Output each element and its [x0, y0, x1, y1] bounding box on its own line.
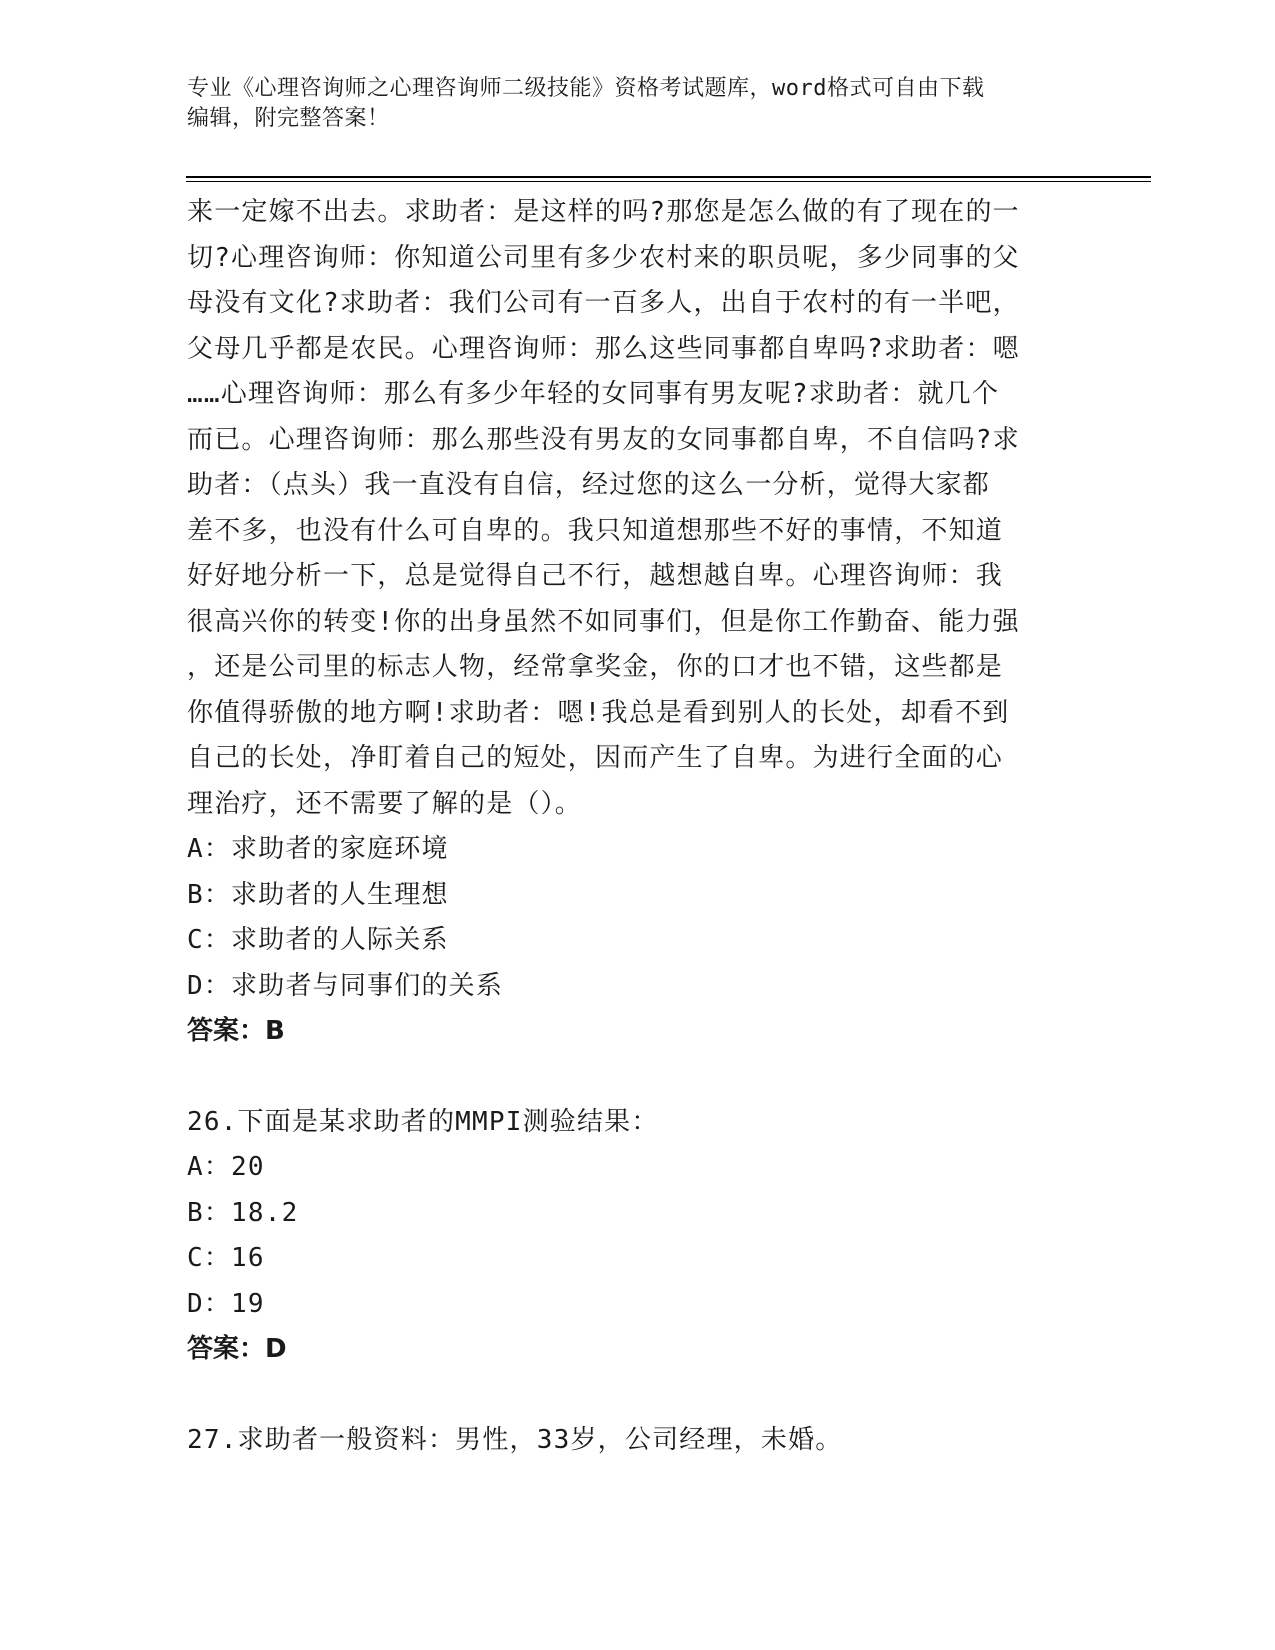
q25-option-d: D：求助者与同事们的关系	[187, 970, 504, 1001]
document-body	[187, 190, 1087, 1463]
question-gap	[187, 1373, 1087, 1418]
q25-line: 而已。心理咨询师：那么那些没有男友的女同事都自卑，不自信吗?求	[187, 424, 1020, 455]
header-divider-thin	[186, 181, 1151, 182]
q25-line: 自己的长处，净盯着自己的短处，因而产生了自卑。为进行全面的心	[187, 743, 1004, 773]
q26-option-a: A：20	[187, 1152, 265, 1182]
question-25-stem	[187, 190, 1087, 827]
q25-option-b: B：求助者的人生理想	[187, 879, 449, 910]
q26-option-d: D：19	[187, 1288, 265, 1319]
q25-answer: 答案：B	[187, 1016, 285, 1046]
q26-answer: 答案：D	[187, 1334, 287, 1364]
header-line-1: 专业《心理咨询师之心理咨询师二级技能》资格考试题库，word格式可自由下载	[187, 76, 985, 101]
q25-line: 理治疗，还不需要了解的是（）。	[187, 788, 583, 819]
page-header	[187, 74, 1067, 134]
header-divider-thick	[186, 176, 1151, 178]
q25-line: 差不多，也没有什么可自卑的。我只知道想那些不好的事情，不知道	[187, 515, 1004, 546]
q26-option-b: B：18.2	[187, 1197, 299, 1228]
question-gap	[187, 1055, 1087, 1100]
q25-line: 好好地分析一下，总是觉得自己不行，越想越自卑。心理咨询师：我	[187, 561, 1004, 591]
q25-line: 来一定嫁不出去。求助者：是这样的吗?那您是怎么做的有了现在的一	[187, 197, 1020, 227]
q25-line: 助者：（点头）我一直没有自信，经过您的这么一分析，觉得大家都	[187, 470, 991, 500]
question-26-stem: 26.下面是某求助者的MMPI测验结果：	[187, 1106, 659, 1137]
q25-line: 切?心理咨询师：你知道公司里有多少农村来的职员呢，多少同事的父	[187, 242, 1020, 273]
q25-line: 母没有文化?求助者：我们公司有一百多人，出自于农村的有一半吧，	[187, 288, 1020, 318]
q25-option-a: A：求助者的家庭环境	[187, 834, 449, 864]
q25-line: 很高兴你的转变!你的出身虽然不如同事们，但是你工作勤奋、能力强	[187, 606, 1020, 637]
q25-line: ……心理咨询师：那么有多少年轻的女同事有男友呢?求助者：就几个	[187, 379, 1000, 409]
q25-option-c: C：求助者的人际关系	[187, 925, 449, 955]
q26-option-c: C：16	[187, 1243, 265, 1273]
q25-line: 你值得骄傲的地方啊!求助者：嗯!我总是看到别人的长处，却看不到	[187, 697, 1010, 728]
q25-line: ，还是公司里的标志人物，经常拿奖金，你的口才也不错，这些都是	[187, 652, 1004, 682]
header-line-2: 编辑，附完整答案！	[187, 106, 390, 131]
q25-line: 父母几乎都是农民。心理咨询师：那么这些同事都自卑吗?求助者：嗯	[187, 333, 1020, 364]
question-27-stem: 27.求助者一般资料：男性，33岁，公司经理，未婚。	[187, 1424, 843, 1455]
